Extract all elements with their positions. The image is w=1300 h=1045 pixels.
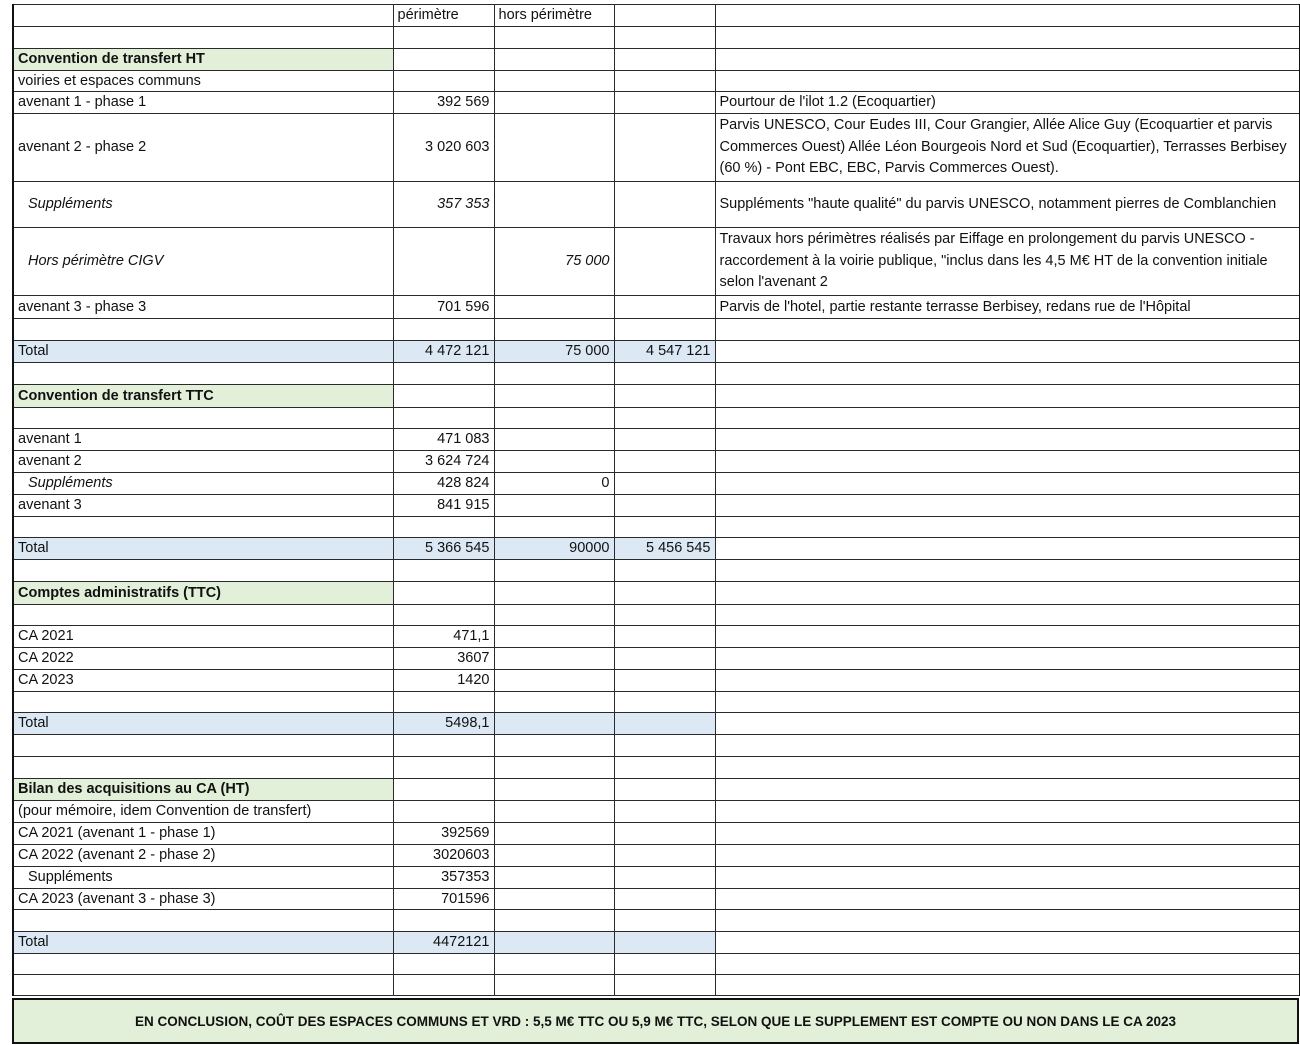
hors-value[interactable]: 75 000	[494, 228, 614, 296]
table-row	[13, 429, 1300, 451]
perimetre-value[interactable]: 357 353	[393, 182, 494, 228]
grand-total[interactable]: 5 456 545	[614, 538, 715, 560]
section-title-bilan[interactable]: Bilan des acquisitions au CA (HT)	[13, 779, 393, 801]
total-label[interactable]: Total	[13, 932, 393, 954]
table-row	[13, 495, 1300, 517]
row-label[interactable]: Hors périmètre CIGV	[13, 228, 393, 296]
table-row	[13, 114, 1300, 182]
empty-row	[13, 363, 1300, 385]
total-value[interactable]	[614, 114, 715, 182]
row-label[interactable]: Suppléments	[13, 182, 393, 228]
table-row	[13, 889, 1300, 910]
note[interactable]: Parvis UNESCO, Cour Eudes III, Cour Grangier, Allée Alice Guy (Ecoquartier et parvis Commerces Ouest) Allée Léon Bourgeois Nord et Sud (Ecoquartier), Terrasses Berbisey (60 %) - Pont EBC, EBC, Parvis Commerces Ouest).	[715, 114, 1300, 182]
total-label[interactable]: Total	[13, 341, 393, 363]
empty-row	[13, 27, 1300, 49]
cell[interactable]	[13, 5, 393, 27]
row-label[interactable]: Suppléments	[13, 867, 393, 889]
row-label[interactable]: CA 2022 (avenant 2 - phase 2)	[13, 845, 393, 867]
perimetre-value[interactable]: 392569	[393, 823, 494, 845]
table-row	[13, 845, 1300, 867]
row-label[interactable]: CA 2021	[13, 626, 393, 648]
perimetre-value[interactable]: 3 020 603	[393, 114, 494, 182]
hors-value[interactable]	[494, 296, 614, 319]
total-row	[13, 932, 1300, 954]
col-header-5[interactable]	[715, 5, 1300, 27]
col-header-perimetre[interactable]: périmètre	[393, 5, 494, 27]
perimetre-value[interactable]: 471,1	[393, 626, 494, 648]
table-row	[13, 71, 1300, 92]
conclusion-banner[interactable]	[12, 998, 1299, 1044]
row-label[interactable]: avenant 1 - phase 1	[13, 92, 393, 114]
table-row	[13, 228, 1300, 296]
row-label[interactable]: CA 2022	[13, 648, 393, 670]
hors-value[interactable]: 0	[494, 473, 614, 495]
perimetre-value[interactable]: 357353	[393, 867, 494, 889]
empty-row	[13, 692, 1300, 713]
empty-row	[13, 735, 1300, 757]
hors-value[interactable]	[494, 114, 614, 182]
grand-total[interactable]: 4 547 121	[614, 341, 715, 363]
cost-table	[12, 4, 1300, 996]
empty-row	[13, 954, 1300, 975]
perimetre-value[interactable]: 701 596	[393, 296, 494, 319]
section-title-ttc[interactable]: Convention de transfert TTC	[13, 385, 393, 408]
empty-row	[13, 560, 1300, 582]
total-label[interactable]: Total	[13, 713, 393, 735]
table-row	[13, 626, 1300, 648]
perimetre-value[interactable]: 3607	[393, 648, 494, 670]
total-hors[interactable]: 75 000	[494, 341, 614, 363]
empty-row	[13, 408, 1300, 429]
section-header-row	[13, 385, 1300, 408]
total-hors[interactable]: 90000	[494, 538, 614, 560]
table-row	[13, 670, 1300, 692]
row-label[interactable]: CA 2023	[13, 670, 393, 692]
hors-value[interactable]	[494, 182, 614, 228]
conclusion-text: EN CONCLUSION, COÛT DES ESPACES COMMUNS ET VRD : 5,5 M€ TTC OU 5,9 M€ TTC, SELON QUE LE SUPPLEMENT EST COMPTE OU NON DANS LE CA 2023	[134, 1013, 1177, 1029]
column-header-row	[13, 5, 1300, 27]
row-label[interactable]: CA 2023 (avenant 3 - phase 3)	[13, 889, 393, 910]
section-title-ca[interactable]: Comptes administratifs (TTC)	[13, 582, 393, 605]
table-row	[13, 92, 1300, 114]
section-subtitle[interactable]: voiries et espaces communs	[13, 71, 393, 92]
note[interactable]: Travaux hors périmètres réalisés par Eiffage en prolongement du parvis UNESCO - raccordement à la voirie publique, "inclus dans les 4,5 M€ HT de la convention initiale selon l'avenant 2	[715, 228, 1300, 296]
section-header-row	[13, 582, 1300, 605]
table-row	[13, 296, 1300, 319]
hors-value[interactable]	[494, 429, 614, 451]
table-row	[13, 823, 1300, 845]
table-row	[13, 867, 1300, 889]
perimetre-value[interactable]: 392 569	[393, 92, 494, 114]
row-label[interactable]: avenant 2	[13, 451, 393, 473]
hors-value[interactable]	[494, 92, 614, 114]
perimetre-value[interactable]	[393, 228, 494, 296]
hors-value[interactable]	[494, 451, 614, 473]
row-label[interactable]: avenant 1	[13, 429, 393, 451]
total-perimetre[interactable]: 4 472 121	[393, 341, 494, 363]
perimetre-value[interactable]: 471 083	[393, 429, 494, 451]
empty-row	[13, 757, 1300, 779]
row-label[interactable]: avenant 3	[13, 495, 393, 517]
section-title-ht[interactable]: Convention de transfert HT	[13, 49, 393, 71]
empty-row	[13, 975, 1300, 996]
total-row	[13, 341, 1300, 363]
total-row	[13, 713, 1300, 735]
hors-value[interactable]	[494, 495, 614, 517]
col-header-hors-perimetre[interactable]: hors périmètre	[494, 5, 614, 27]
total-perimetre[interactable]: 4472121	[393, 932, 494, 954]
note[interactable]: Suppléments "haute qualité" du parvis UNESCO, notamment pierres de Comblanchien	[715, 182, 1300, 228]
row-label[interactable]: Suppléments	[13, 473, 393, 495]
note[interactable]: Parvis de l'hotel, partie restante terrasse Berbisey, redans rue de l'Hôpital	[715, 296, 1300, 319]
table-row	[13, 648, 1300, 670]
perimetre-value[interactable]: 701596	[393, 889, 494, 910]
empty-row	[13, 605, 1300, 626]
total-row	[13, 538, 1300, 560]
section-header-row	[13, 49, 1300, 71]
perimetre-value[interactable]: 841 915	[393, 495, 494, 517]
total-perimetre[interactable]: 5 366 545	[393, 538, 494, 560]
col-header-4[interactable]	[614, 5, 715, 27]
table-row	[13, 473, 1300, 495]
table-row	[13, 801, 1300, 823]
row-label[interactable]: avenant 3 - phase 3	[13, 296, 393, 319]
empty-row	[13, 910, 1300, 932]
empty-row	[13, 517, 1300, 538]
note[interactable]: Pourtour de l'ilot 1.2 (Ecoquartier)	[715, 92, 1300, 114]
total-value[interactable]	[614, 92, 715, 114]
perimetre-value[interactable]: 428 824	[393, 473, 494, 495]
total-value[interactable]	[614, 296, 715, 319]
total-value[interactable]	[614, 182, 715, 228]
perimetre-value[interactable]: 3020603	[393, 845, 494, 867]
perimetre-value[interactable]: 3 624 724	[393, 451, 494, 473]
spreadsheet	[12, 4, 1299, 996]
section-subtitle[interactable]: (pour mémoire, idem Convention de transfert)	[13, 801, 393, 823]
section-header-row	[13, 779, 1300, 801]
row-label[interactable]: avenant 2 - phase 2	[13, 114, 393, 182]
total-perimetre[interactable]: 5498,1	[393, 713, 494, 735]
total-value[interactable]	[614, 228, 715, 296]
row-label[interactable]: CA 2021 (avenant 1 - phase 1)	[13, 823, 393, 845]
total-label[interactable]: Total	[13, 538, 393, 560]
table-row	[13, 451, 1300, 473]
perimetre-value[interactable]: 1420	[393, 670, 494, 692]
table-row	[13, 182, 1300, 228]
empty-row	[13, 319, 1300, 341]
